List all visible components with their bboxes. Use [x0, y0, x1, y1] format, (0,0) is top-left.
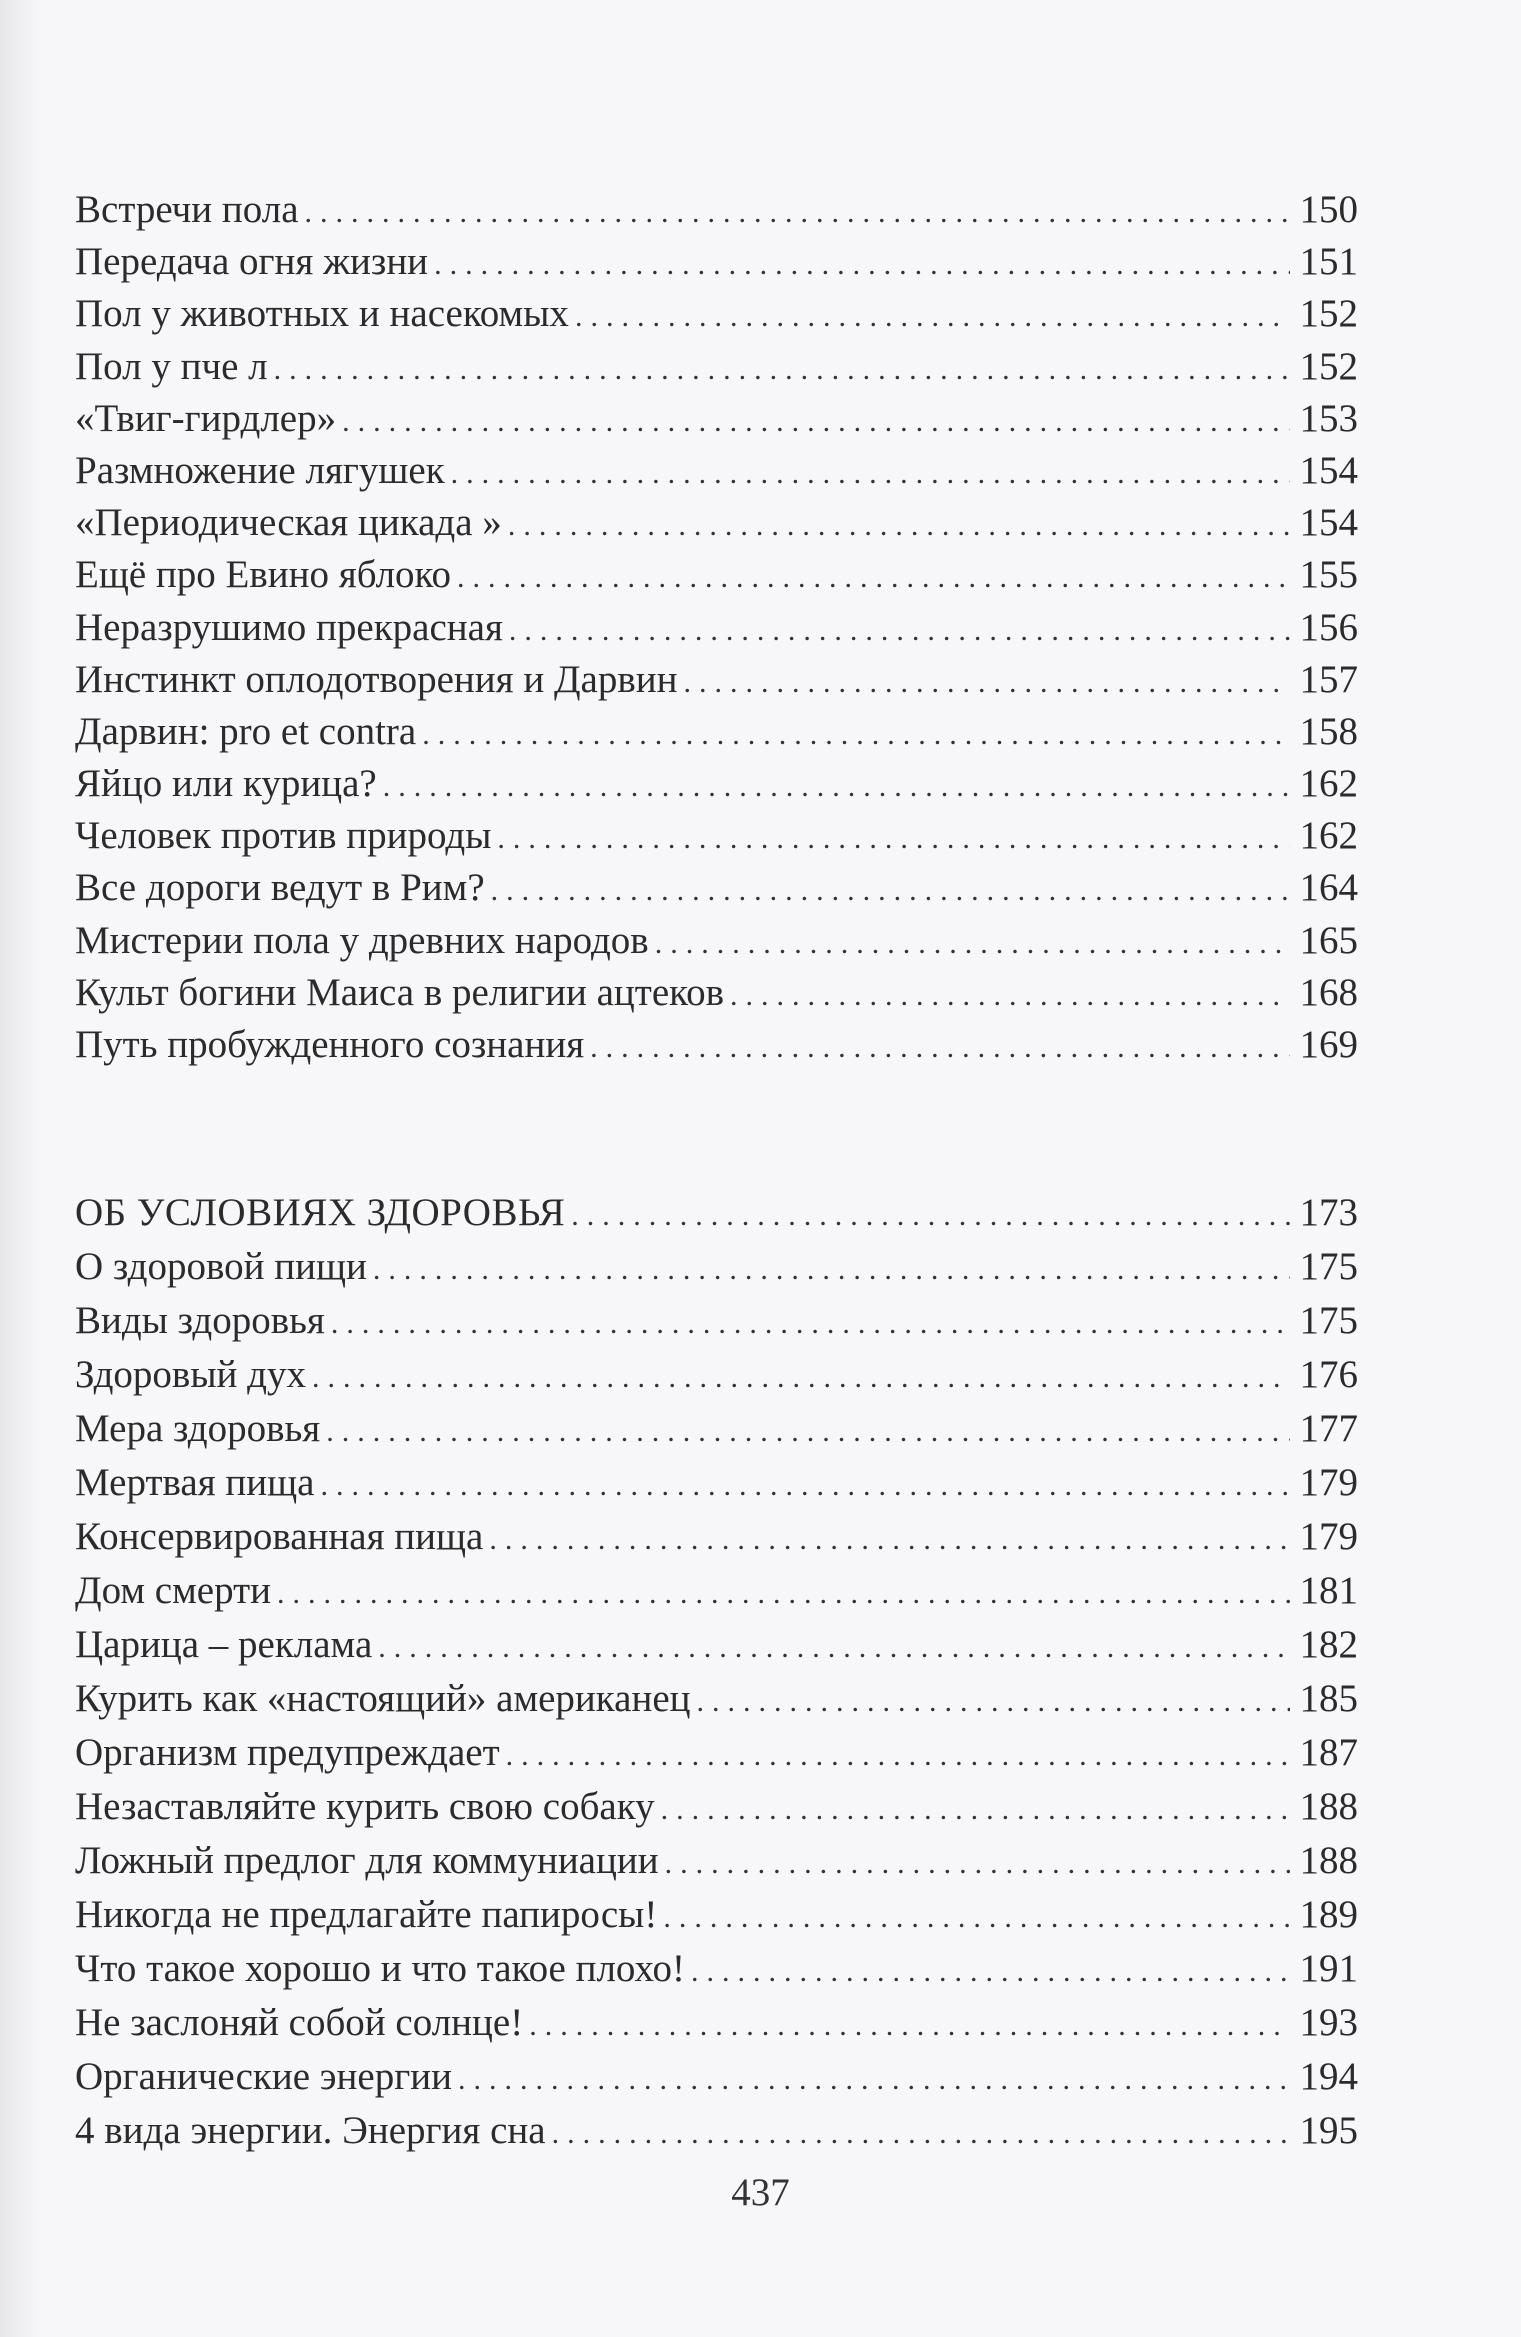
- entry-page: 157: [1299, 657, 1358, 701]
- dot-leader: [422, 709, 1290, 761]
- entry-page: 187: [1299, 1731, 1358, 1774]
- dot-leader: [383, 761, 1290, 813]
- entry-title: Путь пробужденного сознания: [75, 1023, 585, 1066]
- entry-title: «Периодическая цикада »: [75, 501, 502, 545]
- entry-title: Передача огня жизни: [75, 240, 429, 284]
- toc-entry[interactable]: [75, 2104, 1358, 2158]
- entry-page: 176: [1299, 1353, 1358, 1396]
- entry-title: Ложный предлог для коммуниации: [75, 1839, 659, 1882]
- entry-page: 182: [1299, 1623, 1358, 1666]
- dot-leader: [661, 1783, 1290, 1837]
- toc-entry[interactable]: [75, 184, 1358, 236]
- toc-entry[interactable]: [75, 1834, 1358, 1888]
- entry-title: Консервированная пища: [75, 1515, 484, 1558]
- toc-section-heading[interactable]: [75, 1186, 1358, 1240]
- toc-entry[interactable]: [75, 1402, 1358, 1456]
- entry-title: Здоровый дух: [75, 1353, 306, 1396]
- entry-title: О здоровой пищи: [75, 1245, 367, 1288]
- toc-entry[interactable]: [75, 1780, 1358, 1834]
- toc-entry[interactable]: [75, 1888, 1358, 1942]
- toc-section-2: [75, 1186, 1358, 2158]
- dot-leader: [509, 605, 1290, 657]
- dot-leader: [508, 500, 1290, 552]
- entry-title: Организм предупреждает: [75, 1731, 500, 1774]
- toc-entry[interactable]: [75, 2050, 1358, 2104]
- entry-page: 188: [1299, 1839, 1358, 1882]
- entry-title: Дарвин: pro et contra: [75, 709, 417, 753]
- toc-entry[interactable]: [75, 288, 1358, 340]
- dot-leader: [373, 1243, 1290, 1297]
- entry-title: Неразрушимо прекрасная: [75, 605, 503, 649]
- toc-entry[interactable]: [75, 706, 1358, 758]
- entry-page: 195: [1299, 2109, 1358, 2152]
- entry-page: 177: [1299, 1407, 1358, 1450]
- toc-entry[interactable]: [75, 1942, 1358, 1996]
- dot-leader: [497, 813, 1290, 865]
- dot-leader: [684, 657, 1290, 709]
- entry-page: 188: [1299, 1785, 1358, 1828]
- entry-page: 156: [1299, 605, 1358, 649]
- toc-entry[interactable]: [75, 1996, 1358, 2050]
- entry-page: 185: [1299, 1677, 1358, 1720]
- dot-leader: [730, 970, 1290, 1022]
- dot-leader: [331, 1297, 1290, 1351]
- toc-entry[interactable]: [75, 810, 1358, 862]
- toc-entry[interactable]: [75, 1348, 1358, 1402]
- dot-leader: [691, 1945, 1290, 1999]
- entry-page: 152: [1299, 344, 1358, 388]
- entry-page: 181: [1299, 1569, 1358, 1612]
- dot-leader: [552, 2107, 1290, 2161]
- entry-title: 4 вида энергии. Энергия сна: [75, 2109, 546, 2152]
- entry-title: Культ богини Маиса в религии ацтеков: [75, 970, 725, 1014]
- entry-title: Царица – реклама: [75, 1623, 373, 1666]
- toc-entry[interactable]: [75, 862, 1358, 914]
- entry-page: 154: [1299, 501, 1358, 545]
- entry-title: Никогда не предлагайте папиросы!: [75, 1893, 658, 1936]
- entry-page: 162: [1299, 762, 1358, 806]
- entry-title: Ещё про Евино яблоко: [75, 553, 452, 597]
- dot-leader: [320, 1459, 1290, 1513]
- entry-title: Мистерии пола у древних народов: [75, 918, 649, 962]
- toc-entry[interactable]: [75, 1672, 1358, 1726]
- toc-entry[interactable]: [75, 1019, 1358, 1071]
- entry-title: Инстинкт оплодотворения и Дарвин: [75, 657, 678, 701]
- entry-title: Встречи пола: [75, 188, 299, 231]
- dot-leader: [491, 865, 1290, 917]
- entry-page: 155: [1299, 553, 1358, 597]
- dot-leader: [342, 396, 1290, 448]
- page-gutter-shadow: [0, 0, 40, 2337]
- dot-leader: [697, 1675, 1290, 1729]
- entry-title: Человек против природы: [75, 814, 492, 858]
- entry-title: Мера здоровья: [75, 1407, 321, 1450]
- section-heading-title: ОБ УСЛОВИЯХ ЗДОРОВЬЯ: [75, 1191, 566, 1234]
- entry-page: 175: [1299, 1299, 1358, 1342]
- entry-page: 179: [1299, 1461, 1358, 1504]
- toc-entry[interactable]: [75, 915, 1358, 967]
- toc-entry[interactable]: [75, 1564, 1358, 1618]
- dot-leader: [489, 1513, 1290, 1567]
- dot-leader: [529, 1999, 1290, 2053]
- entry-title: Пол у животных и насекомых: [75, 292, 569, 336]
- dot-leader: [312, 1351, 1290, 1405]
- entry-page: 164: [1299, 866, 1358, 910]
- toc-section-1: [75, 184, 1358, 1071]
- dot-leader: [305, 187, 1290, 239]
- toc-entry[interactable]: [75, 1456, 1358, 1510]
- dot-leader: [665, 1837, 1290, 1891]
- toc-entry[interactable]: [75, 341, 1358, 393]
- dot-leader: [575, 291, 1290, 343]
- dot-leader: [378, 1621, 1290, 1675]
- dot-leader: [326, 1405, 1290, 1459]
- toc-entry[interactable]: [75, 549, 1358, 601]
- page-number: 437: [731, 2171, 790, 2214]
- toc-entry[interactable]: [75, 654, 1358, 706]
- dot-leader: [274, 344, 1290, 396]
- toc-entry[interactable]: [75, 758, 1358, 810]
- toc-entry[interactable]: [75, 1726, 1358, 1780]
- entry-page: 154: [1299, 448, 1358, 492]
- dot-leader: [663, 1891, 1290, 1945]
- entry-title: Не заслоняй собой солнце!: [75, 2001, 524, 2044]
- dot-leader: [277, 1567, 1290, 1621]
- toc-entry[interactable]: [75, 497, 1358, 549]
- dot-leader: [457, 552, 1290, 604]
- toc-entry[interactable]: [75, 967, 1358, 1019]
- dot-leader: [590, 1022, 1290, 1074]
- entry-title: Яйцо или курица?: [75, 762, 377, 806]
- section-heading-page: 173: [1299, 1191, 1358, 1234]
- toc-entry[interactable]: [75, 602, 1358, 654]
- entry-title: Все дороги ведут в Рим?: [75, 866, 485, 910]
- toc-entry[interactable]: [75, 445, 1358, 497]
- entry-page: 169: [1299, 1023, 1358, 1066]
- entry-title: Незаставляйте курить свою собаку: [75, 1785, 655, 1828]
- entry-page: 151: [1299, 240, 1358, 284]
- dot-leader: [571, 1189, 1290, 1243]
- dot-leader: [655, 918, 1290, 970]
- entry-title: Дом смерти: [75, 1569, 271, 1612]
- entry-title: Курить как «настоящий» американец: [75, 1677, 691, 1720]
- entry-page: 189: [1299, 1893, 1358, 1936]
- entry-page: 162: [1299, 814, 1358, 858]
- entry-page: 175: [1299, 1245, 1358, 1288]
- entry-page: 191: [1299, 1947, 1358, 1990]
- entry-page: 193: [1299, 2001, 1358, 2044]
- toc-entry[interactable]: [75, 393, 1358, 445]
- toc-entry[interactable]: [75, 1294, 1358, 1348]
- entry-page: 179: [1299, 1515, 1358, 1558]
- entry-page: 152: [1299, 292, 1358, 336]
- entry-title: Виды здоровья: [75, 1299, 325, 1342]
- toc-entry[interactable]: [75, 1240, 1358, 1294]
- dot-leader: [451, 448, 1290, 500]
- toc-entry[interactable]: [75, 1618, 1358, 1672]
- entry-page: 153: [1299, 396, 1358, 440]
- dot-leader: [458, 2053, 1290, 2107]
- entry-page: 150: [1299, 188, 1358, 231]
- dot-leader: [434, 239, 1290, 291]
- entry-title: Мертвая пища: [75, 1461, 315, 1504]
- entry-page: 194: [1299, 2055, 1358, 2098]
- entry-title: Размножение лягушек: [75, 448, 445, 492]
- entry-title: Пол у пче л: [75, 344, 268, 388]
- entry-page: 158: [1299, 709, 1358, 753]
- entry-title: Что такое хорошо и что такое плохо!: [75, 1947, 685, 1990]
- dot-leader: [506, 1729, 1290, 1783]
- entry-title: Органические энергии: [75, 2055, 452, 2098]
- toc-entry[interactable]: [75, 236, 1358, 288]
- entry-page: 165: [1299, 918, 1358, 962]
- entry-title: «Твиг-гирдлер»: [75, 396, 337, 440]
- entry-page: 168: [1299, 970, 1358, 1014]
- toc-entry[interactable]: [75, 1510, 1358, 1564]
